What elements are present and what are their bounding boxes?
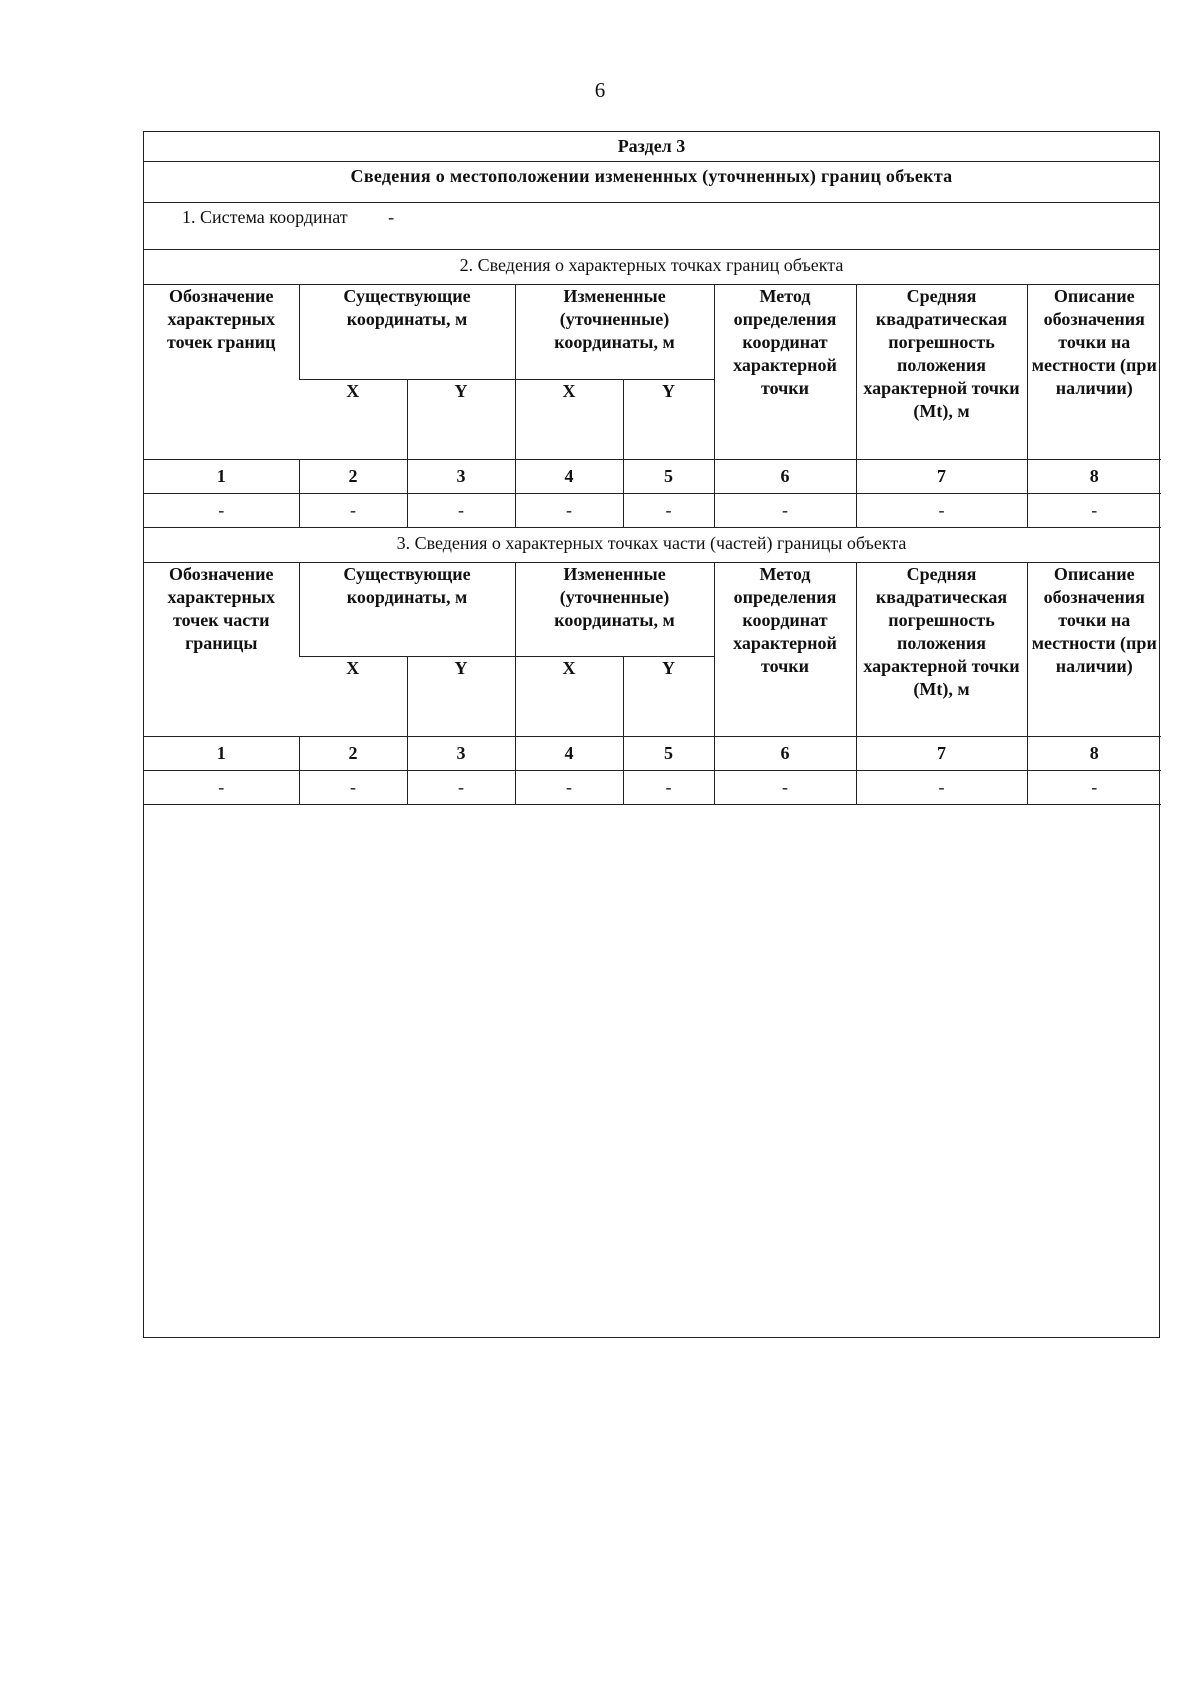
header-description: Описание обозначения точки на местности (при наличии) bbox=[1027, 563, 1161, 737]
header-changed-x: X bbox=[515, 657, 623, 737]
table-cell: - bbox=[714, 493, 856, 527]
table1-title: 2. Сведения о характерных точках границ объекта bbox=[144, 250, 1159, 285]
boundary-points-table bbox=[144, 285, 1161, 528]
header-mean-error: Средняя квадратическая погрешность положения характерной точки (Mt), м bbox=[856, 285, 1027, 459]
table-row bbox=[144, 771, 1161, 805]
column-number: 6 bbox=[714, 737, 856, 771]
column-number: 3 bbox=[407, 737, 515, 771]
header-existing-coordinates: Существующие координаты, м bbox=[299, 285, 515, 379]
table-cell: - bbox=[856, 771, 1027, 805]
table-cell: - bbox=[623, 493, 714, 527]
table-cell: - bbox=[1027, 493, 1161, 527]
header-method: Метод определения координат характерной точки bbox=[714, 563, 856, 737]
column-number: 8 bbox=[1027, 737, 1161, 771]
header-existing-y: Y bbox=[407, 379, 515, 459]
column-number: 7 bbox=[856, 459, 1027, 493]
page-number: 6 bbox=[594, 78, 606, 102]
header-existing-x: X bbox=[299, 657, 407, 737]
table-cell: - bbox=[714, 771, 856, 805]
table-cell: - bbox=[407, 771, 515, 805]
header-changed-x: X bbox=[515, 379, 623, 459]
header-existing-x: X bbox=[299, 379, 407, 459]
table-cell: - bbox=[515, 771, 623, 805]
header-existing-coordinates: Существующие координаты, м bbox=[299, 563, 515, 657]
column-number: 2 bbox=[299, 459, 407, 493]
header-description: Описание обозначения точки на местности (при наличии) bbox=[1027, 285, 1161, 459]
section-label: Раздел 3 bbox=[144, 132, 1159, 162]
table-cell: - bbox=[299, 493, 407, 527]
section-title: Сведения о местоположении измененных (уточненных) границ объекта bbox=[144, 162, 1159, 203]
table-cell: - bbox=[144, 771, 299, 805]
column-number-row bbox=[144, 737, 1161, 771]
coordinate-system-row bbox=[144, 203, 1159, 250]
table-cell: - bbox=[856, 493, 1027, 527]
column-number: 5 bbox=[623, 737, 714, 771]
column-number: 3 bbox=[407, 459, 515, 493]
header-changed-coordinates: Измененные (уточненные) координаты, м bbox=[515, 285, 714, 379]
coordinate-system-value: - bbox=[388, 207, 395, 227]
table-cell: - bbox=[407, 493, 515, 527]
header-existing-y: Y bbox=[407, 657, 515, 737]
column-number: 7 bbox=[856, 737, 1027, 771]
table-cell: - bbox=[1027, 771, 1161, 805]
table2-title: 3. Сведения о характерных точках части (частей) границы объекта bbox=[144, 528, 1159, 563]
table-row bbox=[144, 493, 1161, 527]
header-changed-y: Y bbox=[623, 379, 714, 459]
table-cell: - bbox=[515, 493, 623, 527]
coordinate-system-label: 1. Система координат bbox=[182, 207, 348, 227]
column-number: 4 bbox=[515, 459, 623, 493]
column-number: 1 bbox=[144, 737, 299, 771]
header-point-designation: Обозначение характерных точек части границы bbox=[144, 563, 299, 737]
table-cell: - bbox=[299, 771, 407, 805]
column-number: 1 bbox=[144, 459, 299, 493]
header-changed-y: Y bbox=[623, 657, 714, 737]
column-number: 2 bbox=[299, 737, 407, 771]
column-number: 4 bbox=[515, 737, 623, 771]
header-changed-coordinates: Измененные (уточненные) координаты, м bbox=[515, 563, 714, 657]
column-number: 8 bbox=[1027, 459, 1161, 493]
header-method: Метод определения координат характерной точки bbox=[714, 285, 856, 459]
table-cell: - bbox=[623, 771, 714, 805]
header-point-designation: Обозначение характерных точек границ bbox=[144, 285, 299, 459]
column-number: 6 bbox=[714, 459, 856, 493]
column-number: 5 bbox=[623, 459, 714, 493]
column-number-row bbox=[144, 459, 1161, 493]
section-frame bbox=[143, 131, 1160, 1338]
boundary-part-points-table bbox=[144, 563, 1161, 806]
table-cell: - bbox=[144, 493, 299, 527]
header-mean-error: Средняя квадратическая погрешность положения характерной точки (Mt), м bbox=[856, 563, 1027, 737]
